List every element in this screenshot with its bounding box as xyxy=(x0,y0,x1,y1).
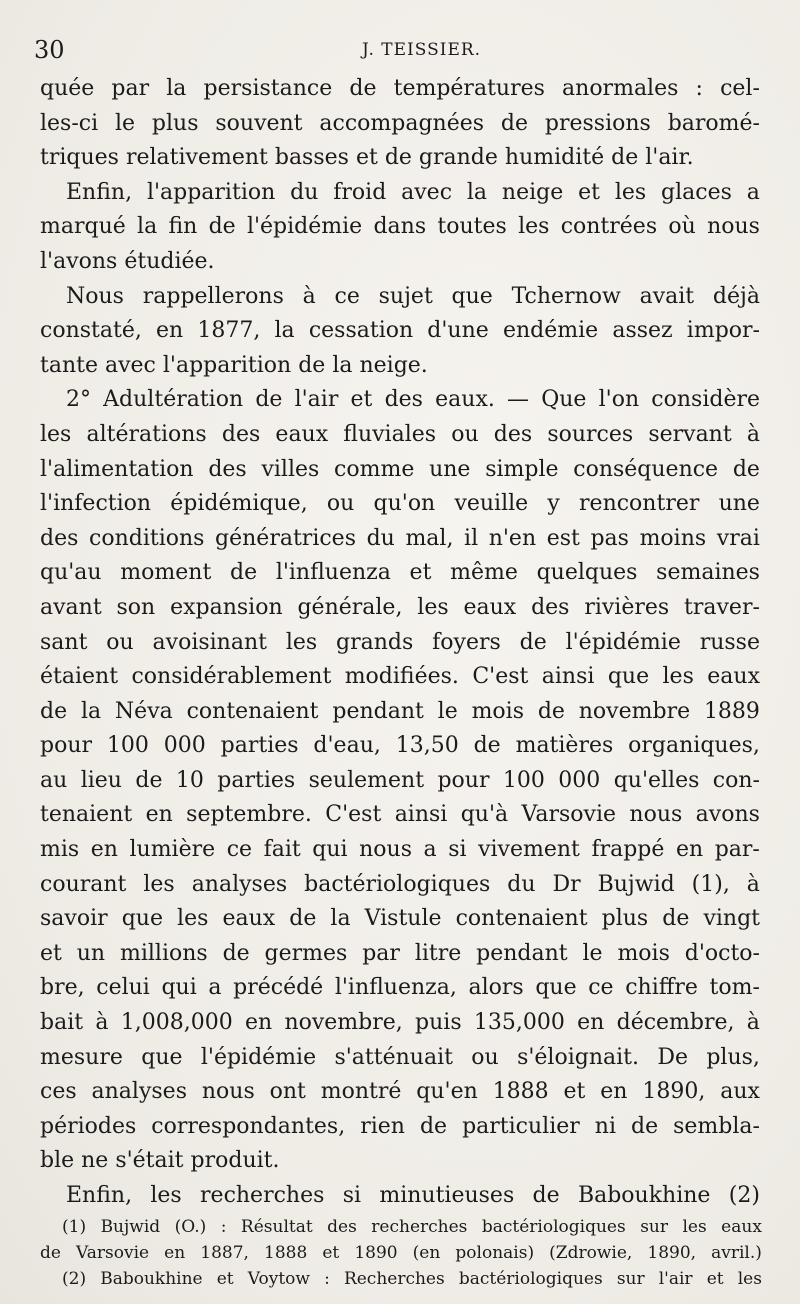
text-line: périodes correspondantes, rien de particulier ni de sembla- xyxy=(40,1113,760,1139)
footnote-line: (2) Baboukhine et Voytow : Recherches bactériologiques sur l'air et les xyxy=(62,1269,762,1289)
text-line: Nous rappellerons à ce sujet que Tchernow avait déjà xyxy=(66,283,760,309)
footnote-line: de Varsovie en 1887, 1888 et 1890 (en polonais) (Zdrowie, 1890, avril.) xyxy=(40,1243,762,1263)
text-line: mis en lumière ce fait qui nous a si vivement frappé en par- xyxy=(40,837,760,863)
text-line: les altérations des eaux fluviales ou des sources servant à xyxy=(40,421,760,447)
text-line: savoir que les eaux de la Vistule contenaient plus de vingt xyxy=(40,906,760,932)
text-line: tenaient en septembre. C'est ainsi qu'à Varsovie nous avons xyxy=(40,802,760,828)
text-line: sant ou avoisinant les grands foyers de l'épidémie russe xyxy=(40,629,760,655)
text-line: avant son expansion générale, les eaux des rivières traver- xyxy=(40,594,760,620)
text-line: tante avec l'apparition de la neige. xyxy=(40,352,428,378)
text-line: des conditions génératrices du mal, il n'en est pas moins vrai xyxy=(40,525,760,551)
text-line: et un millions de germes par litre pendant le mois d'octo- xyxy=(40,940,760,966)
text-line: 2° Adultération de l'air et des eaux. — Que l'on considère xyxy=(66,387,760,413)
text-line: Enfin, l'apparition du froid avec la neige et les glaces a xyxy=(66,179,760,205)
text-line: quée par la persistance de températures anormales : cel- xyxy=(40,76,760,101)
text-line: Enfin, les recherches si minutieuses de Baboukhine (2) xyxy=(66,1183,760,1208)
footnote-line: (1) Bujwid (O.) : Résultat des recherches bactériologiques sur les eaux xyxy=(62,1217,762,1237)
text-line: marqué la fin de l'épidémie dans toutes les contrées où nous xyxy=(40,214,760,240)
running-title: J. TEISSIER. xyxy=(362,40,482,60)
text-line: l'infection épidémique, ou qu'on veuille y rencontrer une xyxy=(40,491,760,517)
text-line: qu'au moment de l'influenza et même quelques semaines xyxy=(40,560,760,586)
body-text xyxy=(40,72,760,1214)
text-line: les-ci le plus souvent accompagnées de pressions baromé- xyxy=(40,110,760,136)
text-line: l'alimentation des villes comme une simple conséquence de xyxy=(40,456,760,482)
page-number: 30 xyxy=(34,36,65,64)
text-line: triques relativement basses et de grande humidité de l'air. xyxy=(40,145,694,171)
text-line: courant les analyses bactériologiques du Dr Bujwid (1), à xyxy=(40,871,760,897)
text-line: bait à 1,008,000 en novembre, puis 135,000 en décembre, à xyxy=(40,1010,760,1036)
footnotes xyxy=(40,1214,762,1292)
text-line: l'avons étudiée. xyxy=(40,248,215,274)
text-line: au lieu de 10 parties seulement pour 100 000 qu'elles con- xyxy=(40,767,760,793)
page-header xyxy=(34,36,764,66)
text-line: constaté, en 1877, la cessation d'une endémie assez impor- xyxy=(40,318,760,344)
text-line: pour 100 000 parties d'eau, 13,50 de matières organiques, xyxy=(40,733,760,759)
text-line: ces analyses nous ont montré qu'en 1888 et en 1890, aux xyxy=(40,1079,760,1105)
text-line: mesure que l'épidémie s'atténuait ou s'éloignait. De plus, xyxy=(40,1044,760,1070)
text-line: bre, celui qui a précédé l'influenza, alors que ce chiffre tom- xyxy=(40,975,760,1001)
text-line: étaient considérablement modifiées. C'est ainsi que les eaux xyxy=(40,664,760,690)
text-line: ble ne s'était produit. xyxy=(40,1148,280,1174)
text-line: de la Néva contenaient pendant le mois de novembre 1889 xyxy=(40,698,760,724)
